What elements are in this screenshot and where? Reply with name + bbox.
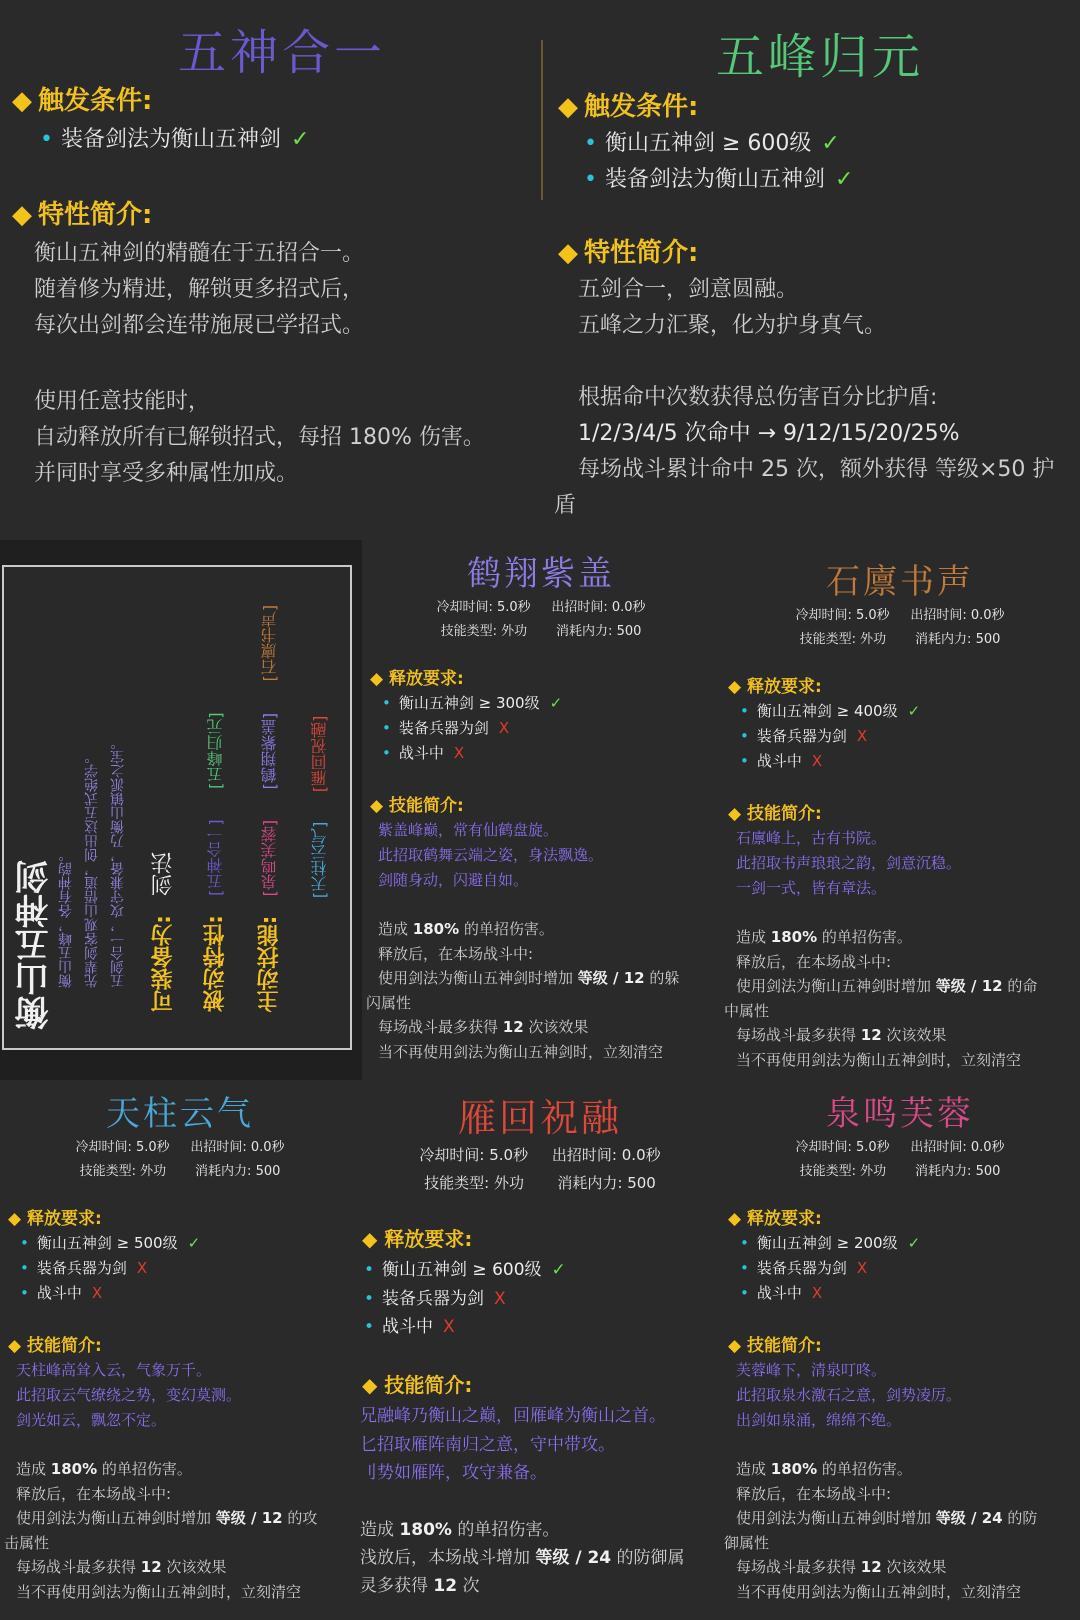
skill-meta-row: 冷却时间: 5.0秒 出招时间: 0.0秒 <box>436 600 646 615</box>
intro-line: 每次出剑都会连带施展已学招式。 <box>34 313 365 338</box>
req-item: • 衡山五神剑 ≥ 500级 ✓ <box>20 1234 201 1252</box>
req-heading: ◆ 释放要求: <box>728 1209 822 1229</box>
intro-line: 芙蓉峰下，清泉叮咚。 <box>736 1361 887 1379</box>
req-item: • 装备兵器为剑 X <box>740 1259 868 1277</box>
skill-meta-row: 技能类型: 外功 消耗内力: 500 <box>440 624 642 639</box>
skill-meta-row: 技能类型: 外功 消耗内力: 500 <box>79 1164 281 1179</box>
desc-line: 造成 180% 的单招伤害。 <box>736 928 912 946</box>
intro-line: 兄融峰乃衡山之巅，回雁峰为衡山之首。 <box>360 1405 666 1426</box>
desc-line: 每场战斗最多获得 12 次该效果 <box>736 1026 947 1044</box>
skill-title <box>720 1086 1080 1135</box>
intro-line: 出剑如泉涌，绵绵不绝。 <box>736 1411 902 1429</box>
req-heading: ◆ 释放要求: <box>728 677 822 697</box>
cross-icon: X <box>856 727 868 745</box>
desc-line: 释放后，在本场战斗中: <box>16 1484 172 1503</box>
equip-label: 可装备为: <box>151 915 176 1012</box>
intro-line: 此招取泉水激石之意，剑势凌厉。 <box>736 1386 962 1404</box>
equip-value: 剑法 <box>151 852 176 897</box>
intro-heading: ◆ 特性简介: <box>12 200 153 230</box>
intro-heading: ◆ 技能简介: <box>370 796 464 816</box>
intro-line: 剑光如云，飘忽不定。 <box>16 1411 167 1429</box>
check-icon: ✓ <box>551 1259 566 1280</box>
desc-line: 根据命中次数获得总伤害百分比护盾: <box>578 385 938 410</box>
cross-icon: X <box>136 1259 148 1277</box>
req-heading: ◆ 释放要求: <box>8 1209 102 1229</box>
desc-line: 造成 180% 的单招伤害。 <box>16 1460 192 1478</box>
active-item[interactable]: [鹤翔紫盖] <box>260 712 279 789</box>
desc-line: 释放后，在本场战斗中: <box>378 944 534 963</box>
intro-line: 五剑合一，剑意圆融。 <box>578 277 799 302</box>
skill-title: 泉鸣芙蓉 <box>826 1094 974 1134</box>
check-icon: ✓ <box>835 167 854 192</box>
req-item: • 衡山五神剑 ≥ 300级 ✓ <box>382 694 563 712</box>
trigger-heading: ◆ 触发条件: <box>558 92 699 122</box>
skill-title <box>720 554 1080 603</box>
desc-line: 浅放后，本场战斗增加 等级 / 24 的防御属 <box>360 1547 685 1568</box>
passive-row <box>200 712 231 1012</box>
desc-line: 当不再使用剑法为衡山五神剑时，立刻清空 <box>16 1582 302 1601</box>
passive-label: 被动特性: <box>203 915 228 1012</box>
card-line: 五剑合一，攻守兼备，乃衡山镇派之宝。 <box>110 736 126 988</box>
skill-title <box>360 1087 720 1142</box>
skill-meta-row: 冷却时间: 5.0秒 出招时间: 0.0秒 <box>795 608 1005 623</box>
active-item[interactable]: [泉鸣芙蓉] <box>260 819 279 897</box>
desc-line: 使用任意技能时， <box>34 389 211 414</box>
active-row-2 <box>308 716 331 898</box>
desc-line: 自动释放所有已解锁招式，每招 180% 伤害。 <box>34 425 485 450</box>
card-line: 衡山五峰，各有神韵。 <box>58 848 74 988</box>
intro-line: 此招取云气缭绕之势，变幻莫测。 <box>16 1386 242 1404</box>
desc-line: 使用剑法为衡山五神剑时增加 等级 / 12 的命 <box>736 977 1038 995</box>
req-item: • 装备兵器为剑 X <box>382 719 510 737</box>
desc-line: 当不再使用剑法为衡山五神剑时，立刻清空 <box>378 1042 664 1060</box>
skill-panel <box>720 1080 1080 1620</box>
panel-title: 五神合一 <box>178 25 387 81</box>
trigger-item: • 装备剑法为衡山五神剑 ✓ <box>40 127 310 152</box>
cross-icon: X <box>91 1284 103 1302</box>
req-item: • 衡山五神剑 ≥ 400级 ✓ <box>740 702 921 720</box>
check-icon: ✓ <box>549 694 563 712</box>
desc-line: 中属性 <box>724 1001 770 1020</box>
intro-line: 随着修为精进，解锁更多招式后， <box>34 277 365 302</box>
item-card <box>2 565 352 1050</box>
intro-line: 石廪峰上，古有书院。 <box>736 829 887 847</box>
cross-icon: X <box>494 1288 506 1309</box>
intro-line: 五峰之力汇聚，化为护身真气。 <box>578 313 887 338</box>
desc-line: 闪属性 <box>366 993 412 1012</box>
active-item[interactable]: [石廪书声] <box>260 604 279 682</box>
req-item: • 装备兵器为剑 X <box>740 727 868 745</box>
desc-line: 当不再使用剑法为衡山五神剑时，立刻清空 <box>736 1582 1022 1601</box>
desc-line: 御属性 <box>724 1533 770 1552</box>
req-item: • 战斗中 X <box>740 1284 823 1302</box>
skill-meta-row: 冷却时间: 5.0秒 出招时间: 0.0秒 <box>795 1140 1005 1155</box>
panel-wushen-heyi <box>0 0 540 520</box>
skill-panel <box>362 540 720 1060</box>
desc-line: 击属性 <box>4 1533 50 1552</box>
intro-line: 天柱峰高耸入云，气象万千。 <box>16 1361 212 1379</box>
desc-line: 每场战斗最多获得 12 次该效果 <box>736 1558 947 1576</box>
desc-line: 盾 <box>554 493 577 518</box>
req-item: • 衡山五神剑 ≥ 200级 ✓ <box>740 1234 921 1252</box>
intro-line: 此招取鹤舞云端之姿，身法飘逸。 <box>378 846 604 864</box>
desc-line: 当不再使用剑法为衡山五神剑时，立刻清空 <box>736 1050 1022 1068</box>
desc-line: 每场战斗最多获得 12 次该效果 <box>378 1018 589 1036</box>
desc-line: 1/2/3/4/5 次命中 → 9/12/15/20/25% <box>578 421 960 446</box>
skill-title: 鹤翔紫盖 <box>467 554 615 594</box>
desc-line: 释放后，在本场战斗中: <box>736 952 892 971</box>
cross-icon: X <box>498 719 510 737</box>
intro-heading: ◆ 技能简介: <box>728 1336 822 1356</box>
cross-icon: X <box>443 1317 455 1338</box>
check-icon: ✓ <box>907 1234 921 1252</box>
card-line: 先辈剑客观山悟道，创出这五式绝学。 <box>84 750 100 988</box>
check-icon: ✓ <box>907 702 921 720</box>
intro-heading: ◆ 特性简介: <box>558 238 699 268</box>
intro-line: 刂势如雁阵，攻守兼备。 <box>360 1463 547 1484</box>
card-title: 衡山五神剑 <box>15 860 55 1030</box>
skill-panel <box>360 1080 720 1620</box>
desc-line: 使用剑法为衡山五神剑时增加 等级 / 12 的攻 <box>16 1509 318 1527</box>
intro-line: 剑随身动，闪避自如。 <box>378 871 529 889</box>
panel-title: 五峰归元 <box>716 29 925 85</box>
check-icon: ✓ <box>291 127 310 152</box>
passive-item[interactable]: [五峰归元] <box>206 712 225 789</box>
equip-row <box>148 852 179 1012</box>
intro-line: 紫盖峰巅，常有仙鹤盘旋。 <box>378 821 559 839</box>
cross-icon: X <box>856 1259 868 1277</box>
intro-line: 一剑一式，皆有章法。 <box>736 879 887 897</box>
skill-meta-row: 冷却时间: 5.0秒 出招时间: 0.0秒 <box>75 1140 285 1155</box>
desc-line: 灵多获得 12 次 <box>360 1576 480 1597</box>
active-item[interactable]: [雁回祝融] <box>310 715 329 793</box>
intro-heading: ◆ 技能简介: <box>362 1372 473 1397</box>
skill-panel <box>0 1080 360 1620</box>
trigger-heading: ◆ 触发条件: <box>12 86 153 116</box>
req-item: • 战斗中 X <box>382 744 465 762</box>
skill-title <box>0 1086 360 1135</box>
desc-line: 并同时享受多种属性加成。 <box>34 461 299 486</box>
check-icon: ✓ <box>821 131 840 156</box>
req-item: • 战斗中 X <box>364 1317 455 1338</box>
desc-line: 每场战斗累计命中 25 次，额外获得 等级×50 护 <box>578 457 1055 482</box>
desc-line: 造成 180% 的单招伤害。 <box>736 1460 912 1478</box>
panel-wufeng-guiyuan <box>548 0 1080 520</box>
trigger-item: • 装备剑法为衡山五神剑 ✓ <box>584 167 854 192</box>
req-item: • 装备兵器为剑 X <box>20 1259 148 1277</box>
skill-title: 天柱云气 <box>106 1094 254 1134</box>
trigger-item: • 衡山五神剑 ≥ 600级 ✓ <box>584 131 840 156</box>
intro-line: 此招取书声琅琅之韵，剑意沉稳。 <box>736 854 962 872</box>
desc-line: 使用剑法为衡山五神剑时增加 等级 / 12 的躲 <box>378 969 680 987</box>
req-item: • 战斗中 X <box>740 752 823 770</box>
passive-item[interactable]: [五神合一] <box>206 819 225 897</box>
skill-panel <box>720 548 1080 1068</box>
skill-meta-row: 技能类型: 外功 消耗内力: 500 <box>799 1164 1001 1179</box>
skill-meta-row: 技能类型: 外功 消耗内力: 500 <box>799 632 1001 647</box>
req-heading: ◆ 释放要求: <box>370 669 464 689</box>
active-row-1 <box>254 605 285 1012</box>
active-label: 主动技能: <box>257 915 282 1012</box>
desc-line: 每场战斗最多获得 12 次该效果 <box>16 1558 227 1576</box>
panel-divider <box>541 40 543 200</box>
desc-line: 释放后，在本场战斗中: <box>736 1484 892 1503</box>
cross-icon: X <box>811 1284 823 1302</box>
cross-icon: X <box>811 752 823 770</box>
active-item[interactable]: [天柱云气] <box>310 821 329 898</box>
intro-heading: ◆ 技能简介: <box>728 804 822 824</box>
req-item: • 衡山五神剑 ≥ 600级 ✓ <box>364 1259 566 1280</box>
desc-line: 造成 180% 的单招伤害。 <box>360 1519 560 1540</box>
cross-icon: X <box>453 744 465 762</box>
intro-heading: ◆ 技能简介: <box>8 1336 102 1356</box>
skill-meta-row: 技能类型: 外功 消耗内力: 500 <box>424 1174 656 1192</box>
check-icon: ✓ <box>187 1234 201 1252</box>
req-heading: ◆ 释放要求: <box>362 1226 473 1251</box>
skill-title: 石廪书声 <box>826 562 974 602</box>
skill-title: 雁回祝融 <box>457 1095 622 1140</box>
skill-title <box>362 546 720 595</box>
desc-line: 造成 180% 的单招伤害。 <box>378 920 554 938</box>
intro-line: 匕招取雁阵南归之意，守中带攻。 <box>360 1434 615 1455</box>
desc-line: 使用剑法为衡山五神剑时增加 等级 / 24 的防 <box>736 1509 1038 1527</box>
intro-line: 衡山五神剑的精髓在于五招合一。 <box>34 241 365 266</box>
req-item: • 装备兵器为剑 X <box>364 1288 506 1309</box>
skill-meta-row: 冷却时间: 5.0秒 出招时间: 0.0秒 <box>419 1146 661 1165</box>
req-item: • 战斗中 X <box>20 1284 103 1302</box>
